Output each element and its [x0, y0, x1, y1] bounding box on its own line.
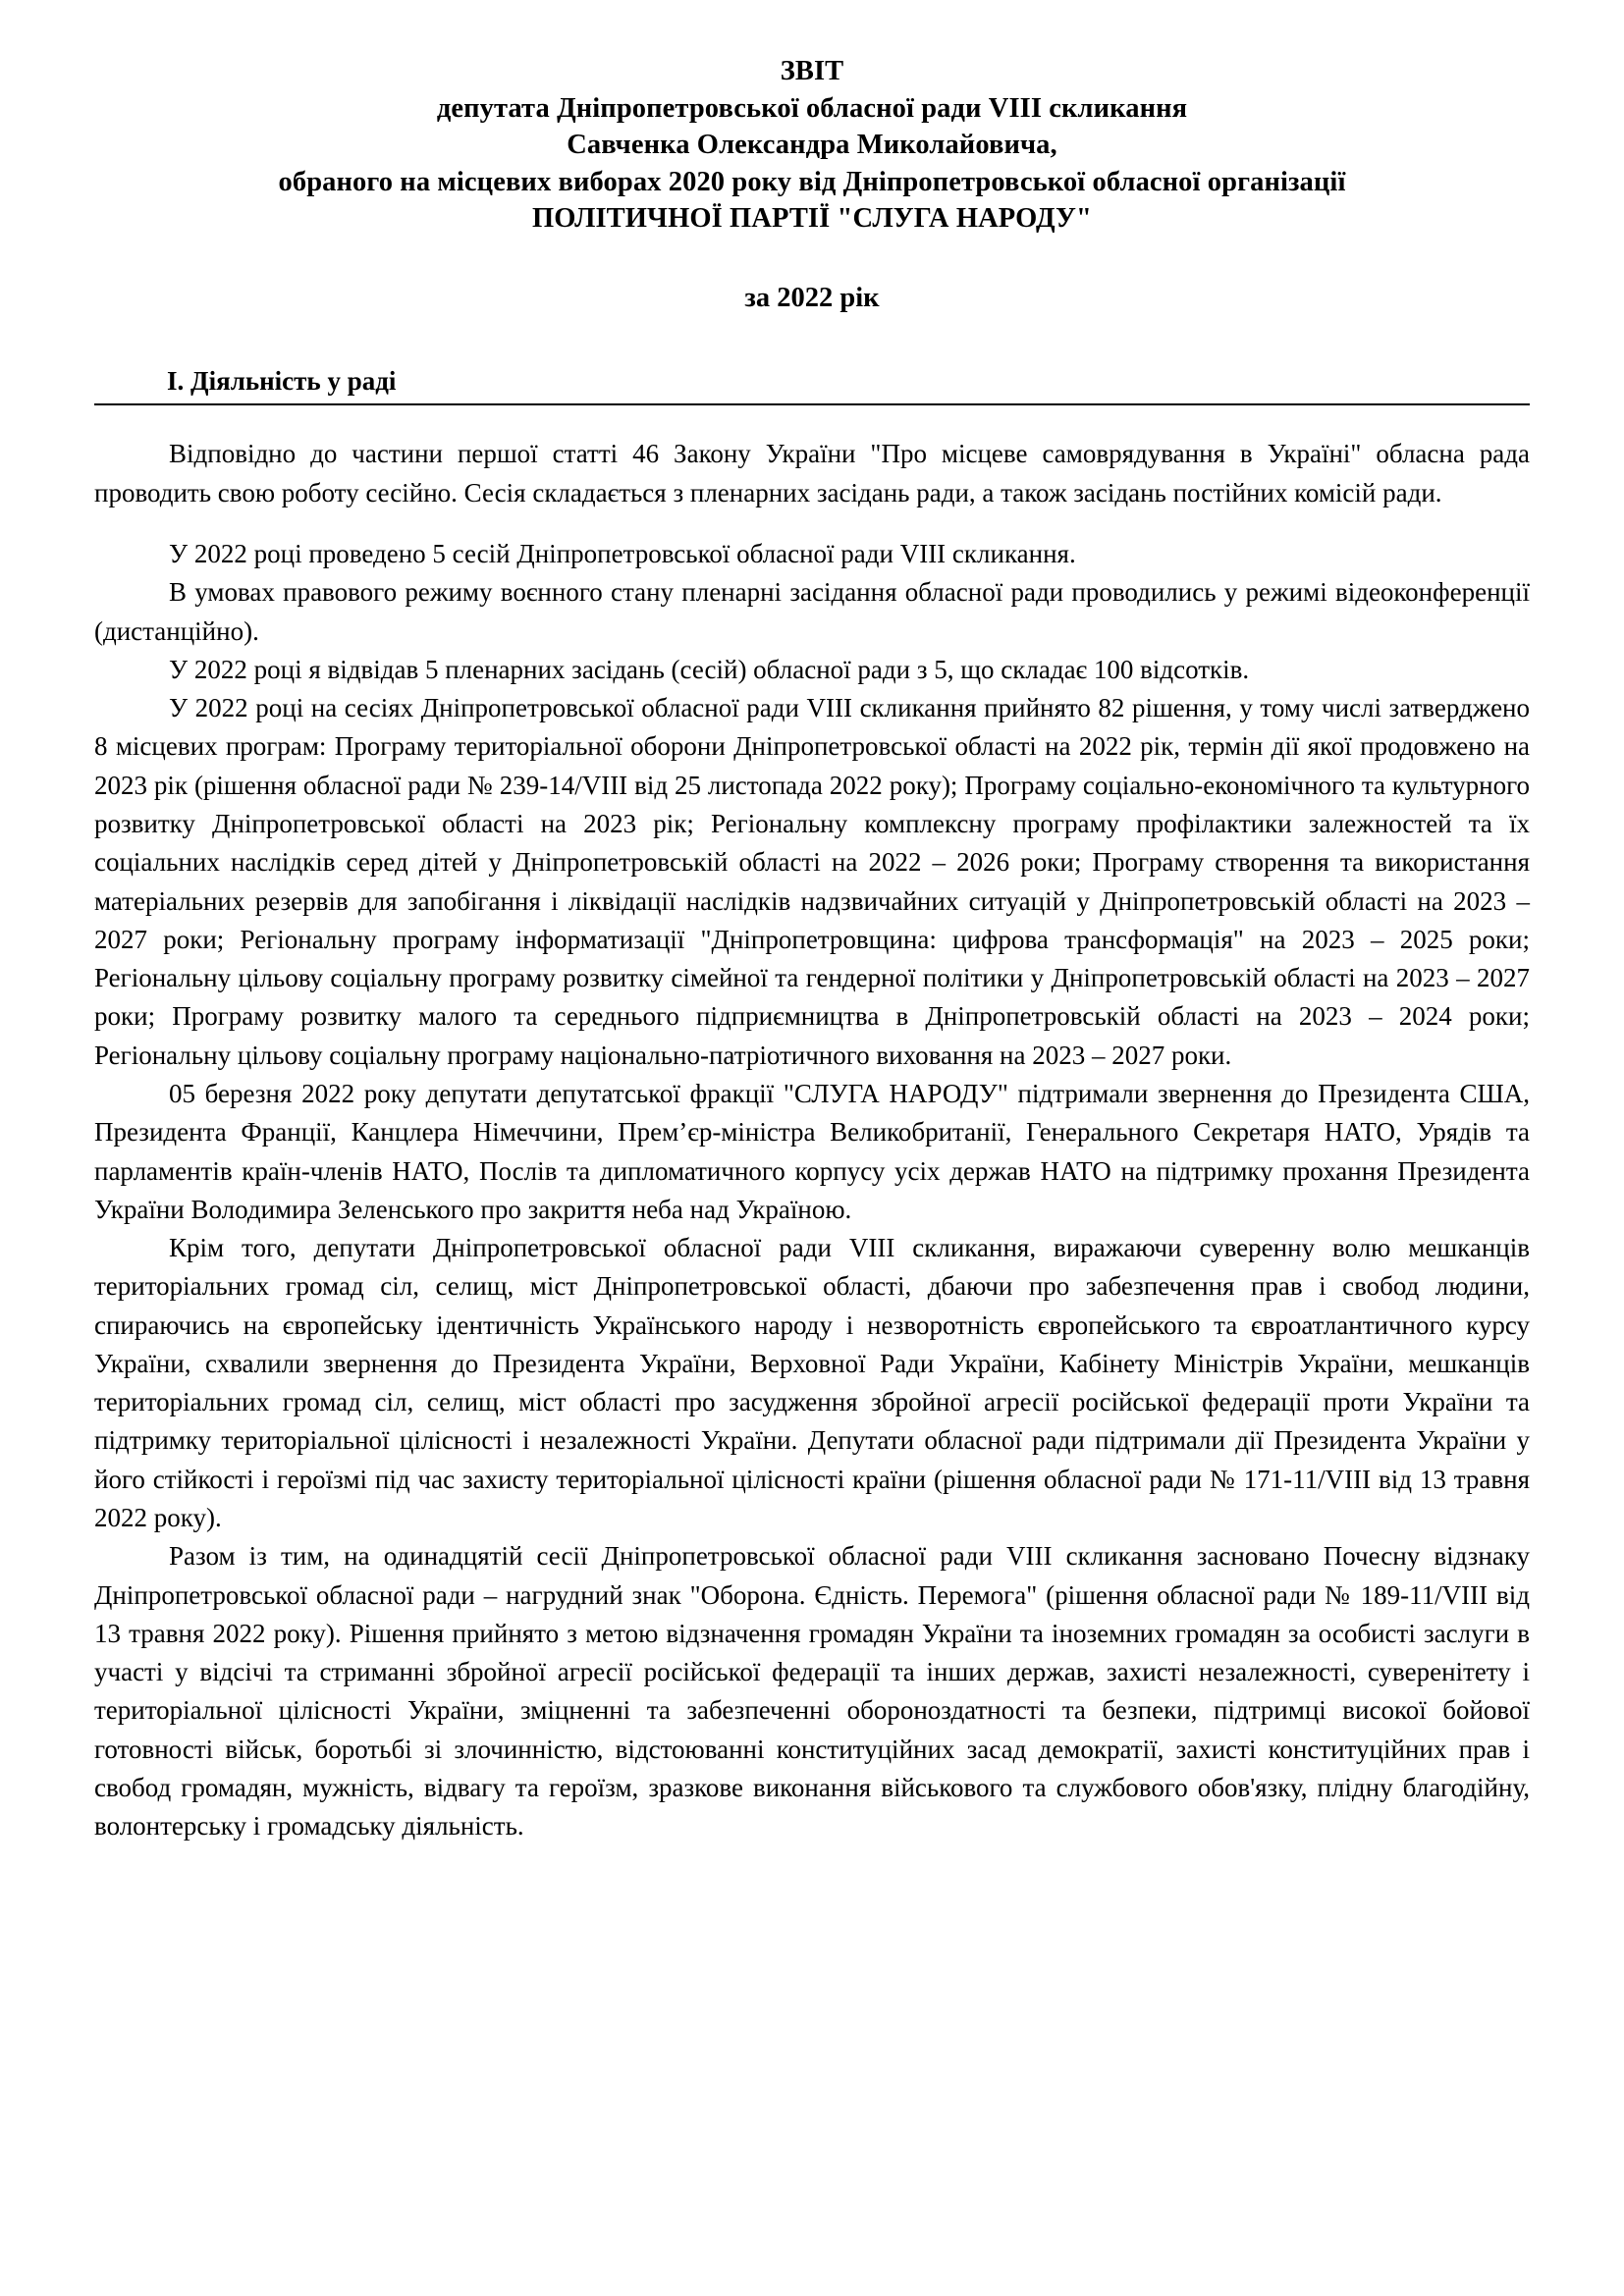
paragraph-session-procedure: Відповідно до частини першої статті 46 Закону України "Про місцеве самоврядування в Україні" обласна рада проводить свою роботу сесійно. Сесія складається з пленарних засідань ради, а також засідань постійних комісій ради.: [94, 439, 1530, 507]
document-title-block: [94, 53, 1530, 238]
title-line-deputy-council: депутата Дніпропетровської обласної ради VIII скликання: [436, 92, 1188, 124]
section-heading-container: [94, 365, 1530, 405]
title-line-report: ЗВІТ: [780, 56, 844, 86]
paragraph-martial-law-videoconference: В умовах правового режиму воєнного стану пленарні засідання обласної ради проводились у режимі відеоконференції (дистанційно).: [94, 577, 1530, 646]
report-period: за 2022 рік: [744, 283, 880, 314]
paragraph-attendance: У 2022 році я відвідав 5 пленарних засідань (сесій) обласної ради з 5, що складає 100 відсотків.: [169, 654, 1250, 684]
paragraph-sessions-held: У 2022 році проведено 5 сесій Дніпропетровської обласної ради VIII скликання.: [169, 539, 1076, 568]
paragraph-honorary-award: Разом із тим, на одинадцятій сесії Дніпропетровської обласної ради VIII скликання засновано Почесну відзнаку Дніпропетровської обласної ради – нагрудний знак "Оборона. Єдність. Перемога" (рішення обласної ради № 189-11/VIII від 13 травня 2022 року). Рішення прийнято з метою відзначення громадян України та іноземних громадян за особисті заслуги в участі у відсічі та стриманні збройної агресії російської федерації та інших держав, захисті незалежності, суверенітету і територіальної цілісності України, зміцненні та забезпеченні обороноздатності та безпеки, підтримці високої бойової готовності військ, боротьбі зі злочинністю, відстоюванні конституційних засад демократії, захисті конституційних прав і свобод громадян, мужність, відвагу та героїзм, зразкове виконання військового та службового обов'язку, плідну благодійну, волонтерську і громадську діяльність.: [94, 1541, 1530, 1842]
paragraph-appeal-condemning-aggression: Крім того, депутати Дніпропетровської обласної ради VIII скликання, виражаючи суверенну волю мешканців територіальних громад сіл, селищ, міст Дніпропетровської області, дбаючи про забезпечення прав і свобод людини, спираючись на європейську ідентичність Українського народу і незворотність європейського та євроатлантичного курсу України, схвалили звернення до Президента України, Верховної Ради України, Кабінету Міністрів України, мешканців територіальних громад сіл, селищ, міст області про засудження збройної агресії російської федерації проти України та підтримку територіальної цілісності і незалежності України. Депутати обласної ради підтримали дії Президента України у його стійкості і героїзмі під час захисту територіальної цілісності країни (рішення обласної ради № 171-11/VIII від 13 травня 2022 року).: [94, 1233, 1530, 1533]
section-heading-activity-in-council: I. Діяльність у раді: [167, 366, 397, 397]
title-line-party: ПОЛІТИЧНОЇ ПАРТІЇ "СЛУГА НАРОДУ": [532, 203, 1092, 235]
paragraph-appeal-march-2022: 05 березня 2022 року депутати депутатської фракції "СЛУГА НАРОДУ" підтримали звернення до Президента США, Президента Франції, Канцлера Німеччини, Прем’єр-міністра Великобританії, Генерального Секретаря НАТО, Урядів та парламентів країн-членів НАТО, Послів та дипломатичного корпусу усіх держав НАТО на підтримку прохання Президента України Володимира Зеленського про закриття неба над Україною.: [94, 1078, 1530, 1224]
title-line-deputy-name: Савченка Олександра Миколайовича,: [567, 130, 1057, 161]
paragraph-decisions-and-programs: У 2022 році на сесіях Дніпропетровської обласної ради VIII скликання прийнято 82 рішення, у тому числі затверджено 8 місцевих програм: Програму територіальної оборони Дніпропетровської області на 2022 рік, термін дії якої продовжено на 2023 рік (рішення обласної ради № 239-14/VIII від 25 листопада 2022 року); Програму соціально-економічного та культурного розвитку Дніпропетровської області на 2023 рік; Регіональну комплексну програму профілактики залежностей та їх соціальних наслідків серед дітей у Дніпропетровській області на 2022 – 2026 роки; Програму створення та використання матеріальних резервів для запобігання і ліквідації наслідків надзвичайних ситуацій у Дніпропетровській області на 2023 – 2027 роки; Регіональну програму інформатизації "Дніпропетровщина: цифрова трансформація" на 2023 – 2025 роки; Регіональну цільову соціальну програму розвитку сімейної та гендерної політики у Дніпропетровській області на 2023 – 2027 роки; Програму розвитку малого та середнього підприємництва в Дніпропетровській області на 2023 – 2024 роки; Регіональну цільову соціальну програму національно-патріотичного виховання на 2023 – 2027 роки.: [94, 693, 1530, 1070]
title-line-election: обраного на місцевих виборах 2020 року від Дніпропетровської обласної організації: [278, 166, 1346, 197]
document-body: [94, 435, 1530, 1845]
